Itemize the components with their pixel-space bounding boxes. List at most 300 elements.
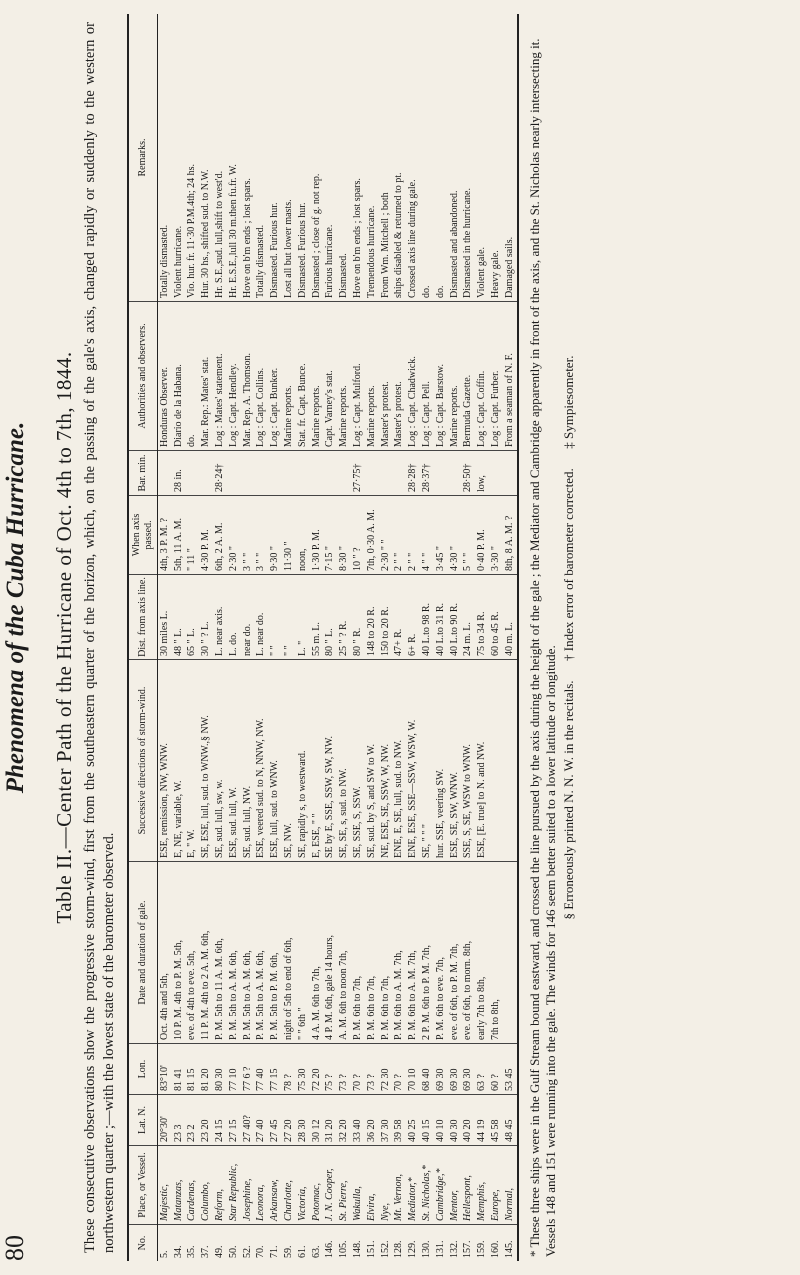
- cell-vessel: Reform,: [213, 1146, 227, 1225]
- cell-no: 160.: [490, 1240, 502, 1258]
- cell-directions: SSE, S, SE, WSW to WNW.: [462, 660, 476, 862]
- cell-barometer: 28·24†: [213, 451, 227, 496]
- cell-lat: 23 3: [172, 1095, 186, 1146]
- cell-vessel: Wakulla,: [351, 1146, 365, 1225]
- cell-date: early 7th to 8th,: [475, 862, 489, 1044]
- cell-distance: 40 L.to 31 R.: [434, 575, 448, 660]
- cell-remarks: Hove on b'm ends ; lost spars.: [241, 14, 255, 302]
- cell-remarks: Totally dismasted.: [255, 14, 269, 302]
- running-title: Phenomena of the Cuba Hurricane.: [2, 421, 29, 794]
- cell-remarks: Dismasted and abandoned.: [448, 14, 462, 302]
- cell-lon: 78 ?: [282, 1044, 296, 1095]
- cell-barometer: 27·75†: [351, 451, 365, 496]
- footnote-marks: [561, 18, 577, 1257]
- cell-date: 4 P. M. 6th, gale 14 hours,: [324, 862, 338, 1044]
- cell-no: 131.: [434, 1240, 446, 1258]
- cell-remarks: Hur. 30 hs., shifted sud. to N.W.: [199, 14, 213, 302]
- cell-distance: L. near axis.: [213, 575, 227, 660]
- cell-distance: 48 " L.: [172, 575, 186, 660]
- cell-date: 11 P. M. 4th to 2 A. M. 6th,: [199, 862, 213, 1044]
- cell-no: 148.: [352, 1240, 364, 1258]
- col-header-authorities: Authorities and observers.: [128, 302, 158, 451]
- table-row: [172, 14, 186, 1261]
- cell-date: night of 5th to end of 6th,: [282, 862, 296, 1044]
- cell-no: 70.: [255, 1245, 267, 1258]
- cell-lon: 69 30: [462, 1044, 476, 1095]
- cell-when: 3 " ": [255, 496, 269, 575]
- cell-remarks: do.: [434, 14, 448, 302]
- cell-authority: Stat. fr. Capt. Bunce.: [296, 302, 310, 451]
- page-number: 80: [0, 1235, 29, 1261]
- cell-directions: SE, sud. by S, and SW to W.: [365, 660, 379, 862]
- footnote-erroneous: § Erroneously printed N. N. W. in the recitals.: [560, 680, 576, 920]
- cell-remarks: Hr. E.S.E.,lull 30 m.then fu.fr. W.: [227, 14, 241, 302]
- cell-lat: 40 30: [448, 1095, 462, 1146]
- cell-no: 130.: [421, 1240, 433, 1258]
- cell-remarks: Dismasted. Furious hur.: [296, 14, 310, 302]
- cell-authority: Honduras Observer.: [158, 302, 172, 451]
- cell-lon: 81 15: [186, 1044, 200, 1095]
- cell-when: 4·30 P. M.: [199, 496, 213, 575]
- cell-distance: 40 L.to 98 R.: [420, 575, 434, 660]
- cell-directions: SE, SE, s, sud. to NW.: [337, 660, 351, 862]
- cell-no: 132.: [448, 1240, 460, 1258]
- cell-date: P. M. 6th to 7th,: [379, 862, 393, 1044]
- cell-lon: 77 10: [227, 1044, 241, 1095]
- cell-no: 34.: [172, 1245, 184, 1258]
- cell-lon: 80 30: [213, 1044, 227, 1095]
- cell-vessel: Arkansaw,: [268, 1146, 282, 1225]
- cell-lon: 63 ?: [475, 1044, 489, 1095]
- cell-when: noon,: [296, 496, 310, 575]
- cell-remarks: From Wm. Mitchell ; both: [379, 14, 393, 302]
- table-row: [351, 14, 365, 1261]
- cell-distance: 24 m. L.: [462, 575, 476, 660]
- table-row: [324, 14, 338, 1261]
- cell-remarks: Vio. hur. fr. 11·30 P.M.4th; 24 hs.: [186, 14, 200, 302]
- cell-directions: SE, sud. lull, sw, w.: [213, 660, 227, 862]
- cell-authority: Log : Capt. Barstow.: [434, 302, 448, 451]
- cell-distance: " ": [268, 575, 282, 660]
- cell-vessel: Matanzas,: [172, 1146, 186, 1225]
- cell-lon: 53 45: [503, 1044, 518, 1095]
- cell-no: 159.: [476, 1240, 488, 1258]
- cell-distance: L. do.: [227, 575, 241, 660]
- table-row: [420, 14, 434, 1261]
- table-row: [296, 14, 310, 1261]
- cell-barometer: 28·28†: [406, 451, 420, 496]
- table-row: [158, 14, 172, 1261]
- cell-authority: Bermuda Gazette.: [462, 302, 476, 451]
- cell-authority: Log : Capt. Chadwick.: [406, 302, 420, 451]
- cell-barometer: 28 in.: [172, 451, 186, 496]
- cell-date: 2 P. M. 6th to P. M. 7th,: [420, 862, 434, 1044]
- col-header-when: When axis passed.: [128, 496, 158, 575]
- cell-vessel: Mt. Vernon,: [393, 1146, 407, 1225]
- cell-lon: 72 30: [379, 1044, 393, 1095]
- cell-barometer: 28·37†: [420, 451, 434, 496]
- cell-distance: L. ": [296, 575, 310, 660]
- cell-vessel: St. Nicholas,*: [420, 1146, 434, 1225]
- cell-no: 152.: [379, 1240, 391, 1258]
- intro-paragraph: These consecutive observations show the progressive storm-wind, first from the southeastern quarter of the horizon, which, on the passing of the gale's axis, changed rapidly or suddenly to the western or northwestern quarter ;—with the lowest state of the barometer observed.: [82, 22, 117, 1253]
- cell-no: 71.: [269, 1245, 281, 1258]
- cell-lat: 33 40: [351, 1095, 365, 1146]
- cell-lon: 77 15: [268, 1044, 282, 1095]
- cell-vessel: Star Republic,: [227, 1146, 241, 1225]
- cell-when: 1·30 P. M.: [310, 496, 324, 575]
- cell-no: 50.: [227, 1245, 239, 1258]
- cell-remarks: Dismasted ; close of g. not rep.: [310, 14, 324, 302]
- cell-vessel: Mediator,*: [406, 1146, 420, 1225]
- cell-barometer: [434, 451, 448, 496]
- cell-remarks: Totally dismasted.: [158, 14, 172, 302]
- cell-remarks: Dismasted. Furious hur.: [268, 14, 282, 302]
- cell-vessel: Memphis,: [475, 1146, 489, 1225]
- cell-distance: 80 " L.: [324, 575, 338, 660]
- col-header-no: No.: [128, 1225, 158, 1262]
- cell-when: 8th, 8 A. M. ?: [503, 496, 518, 575]
- cell-directions: E, " W.: [186, 660, 200, 862]
- cell-distance: 55 m. L.: [310, 575, 324, 660]
- cell-barometer: [337, 451, 351, 496]
- cell-date: P. M. 5th to A. M. 6th,: [227, 862, 241, 1044]
- cell-lon: 60 ?: [489, 1044, 503, 1095]
- cell-vessel: Cambridge,*: [434, 1146, 448, 1225]
- table-row: [489, 14, 503, 1261]
- table-row: [503, 14, 518, 1261]
- cell-authority: Master's protest.: [379, 302, 393, 451]
- cell-lat: 40 25: [406, 1095, 420, 1146]
- cell-date: 10 P. M. 4th to P. M. 5th,: [172, 862, 186, 1044]
- cell-directions: ESE, veered sud. to N, NNW, NW.: [255, 660, 269, 862]
- cell-barometer: [393, 451, 407, 496]
- observations-table: [127, 14, 519, 1261]
- cell-date: P. M. 6th to A. M. 7th,: [393, 862, 407, 1044]
- cell-lat: 27 45: [268, 1095, 282, 1146]
- cell-no: 151.: [365, 1240, 377, 1258]
- table-row: [406, 14, 420, 1261]
- table-row: [475, 14, 489, 1261]
- cell-directions: [489, 660, 503, 862]
- cell-vessel: Victoria,: [296, 1146, 310, 1225]
- cell-lon: 68 40: [420, 1044, 434, 1095]
- cell-lat: 45 58: [489, 1095, 503, 1146]
- cell-barometer: [158, 451, 172, 496]
- cell-directions: SE, NW.: [282, 660, 296, 862]
- cell-directions: SE by E, SSE, SSW, SW, NW.: [324, 660, 338, 862]
- cell-lon: 81 41: [172, 1044, 186, 1095]
- footnote-ships: * These three ships were in the Gulf Stream bound eastward, and crossed the line pursued by the axis during the height of the gale ; the Mediator and Cambridge apparently in front of the axis, and the St. Nicholas nearly intersecting it. Vessels 148 and 151 were running into the gale. The winds for 146 seem better suited to a lower latitude or longitude.: [526, 38, 558, 1257]
- cell-when: 5 " ": [462, 496, 476, 575]
- cell-authority: From a seaman of N. F.: [503, 302, 518, 451]
- table-row: [268, 14, 282, 1261]
- cell-vessel: Normal,: [503, 1146, 518, 1225]
- cell-no: 5.: [158, 1250, 170, 1258]
- running-header: [0, 14, 44, 1261]
- cell-distance: 148 to 20 R.: [365, 575, 379, 660]
- cell-barometer: [186, 451, 200, 496]
- cell-vessel: Elvira,: [365, 1146, 379, 1225]
- table-title: Table II.—Center Path of the Hurricane of Oct. 4th to 7th, 1844.: [52, 351, 76, 924]
- cell-barometer: [227, 451, 241, 496]
- cell-lat: 31 20: [324, 1095, 338, 1146]
- cell-distance: 80 " R.: [351, 575, 365, 660]
- cell-authority: Marine reports.: [337, 302, 351, 451]
- cell-directions: ENE, ESE, SSE—SSW, WSW, W.: [406, 660, 420, 862]
- cell-barometer: [324, 451, 338, 496]
- table-row: [199, 14, 213, 1261]
- cell-remarks: Dismasted in the hurricane.: [462, 14, 476, 302]
- cell-vessel: Majestic,: [158, 1146, 172, 1225]
- cell-date: P. M. 6th to eve. 7th,: [434, 862, 448, 1044]
- cell-distance: 30 miles L.: [158, 575, 172, 660]
- cell-distance: L. near do.: [255, 575, 269, 660]
- cell-distance: 25 " ? R.: [337, 575, 351, 660]
- cell-when: 4th, 3 P. M. ?: [158, 496, 172, 575]
- cell-barometer: [255, 451, 269, 496]
- cell-remarks: Crossed axis line during gale.: [406, 14, 420, 302]
- cell-no: 157.: [462, 1240, 474, 1258]
- cell-distance: 40 m. L.: [503, 575, 518, 660]
- cell-vessel: Europe,: [489, 1146, 503, 1225]
- cell-distance: 6+ R.: [406, 575, 420, 660]
- table-row: [282, 14, 296, 1261]
- cell-directions: SE, sud. lull, NW.: [241, 660, 255, 862]
- cell-lon: 73 ?: [337, 1044, 351, 1095]
- cell-distance: 75 to 34 R.: [475, 575, 489, 660]
- cell-authority: Log : Capt. Mulford.: [351, 302, 365, 451]
- cell-lon: 75 30: [296, 1044, 310, 1095]
- table-row: [448, 14, 462, 1261]
- cell-lat: 27 40: [255, 1095, 269, 1146]
- cell-date: P. M. 6th to A. M. 7th,: [406, 862, 420, 1044]
- footnote-index-error: † Index error of barometer corrected.: [560, 468, 576, 661]
- cell-barometer: [448, 451, 462, 496]
- cell-authority: Master's protest.: [393, 302, 407, 451]
- cell-remarks: ships disabled & returned to pt.: [393, 14, 407, 302]
- cell-date: P. M. 5th to A. M. 6th,: [255, 862, 269, 1044]
- cell-distance: near do.: [241, 575, 255, 660]
- cell-lon: 83°10': [158, 1044, 172, 1095]
- cell-barometer: [241, 451, 255, 496]
- cell-lat: 48 45: [503, 1095, 518, 1146]
- cell-lat: 24 15: [213, 1095, 227, 1146]
- cell-lat: 36 20: [365, 1095, 379, 1146]
- cell-barometer: [268, 451, 282, 496]
- cell-directions: ESE, lull, sud. to WNW.: [268, 660, 282, 862]
- cell-date: eve. of 6th, to P. M. 7th,: [448, 862, 462, 1044]
- cell-lat: 23 20: [199, 1095, 213, 1146]
- table-row: [310, 14, 324, 1261]
- col-header-distance: Dist. from axis line.: [128, 575, 158, 660]
- cell-lon: 70 ?: [393, 1044, 407, 1095]
- cell-date: P. M. 6th to 7th,: [351, 862, 365, 1044]
- cell-lat: 28 30: [296, 1095, 310, 1146]
- table-row: [255, 14, 269, 1261]
- cell-lon: 69 30: [448, 1044, 462, 1095]
- cell-lat: 30 12: [310, 1095, 324, 1146]
- cell-barometer: [489, 451, 503, 496]
- cell-directions: SE, rapidly s, to westward.: [296, 660, 310, 862]
- table-row: [434, 14, 448, 1261]
- cell-when: 3·45 ": [434, 496, 448, 575]
- cell-barometer: [310, 451, 324, 496]
- cell-distance: 47+ R.: [393, 575, 407, 660]
- cell-date: P. M. 5th to 11 A. M. 6th,: [213, 862, 227, 1044]
- cell-lat: 27 15: [227, 1095, 241, 1146]
- cell-authority: Log : Capt. Bunker.: [268, 302, 282, 451]
- cell-no: 49.: [214, 1245, 226, 1258]
- cell-directions: ESE, [E. true] to N. and NW.: [475, 660, 489, 862]
- cell-authority: Marine reports.: [310, 302, 324, 451]
- cell-remarks: Violent gale.: [475, 14, 489, 302]
- cell-when: 10 " ?: [351, 496, 365, 575]
- cell-date: Oct. 4th and 5th,: [158, 862, 172, 1044]
- cell-barometer: [282, 451, 296, 496]
- cell-lon: 69 30: [434, 1044, 448, 1095]
- cell-distance: 40 L.to 90 R.: [448, 575, 462, 660]
- cell-authority: Log : Capt. Collins.: [255, 302, 269, 451]
- col-header-lat: Lat. N.: [128, 1095, 158, 1146]
- cell-distance: " ": [282, 575, 296, 660]
- col-header-remarks: Remarks.: [128, 14, 158, 302]
- cell-date: " " 6th ": [296, 862, 310, 1044]
- cell-date: P. M. 6th to 7th,: [365, 862, 379, 1044]
- cell-no: 52.: [241, 1245, 253, 1258]
- cell-barometer: [365, 451, 379, 496]
- cell-barometer: [503, 451, 518, 496]
- cell-lat: 40 15: [420, 1095, 434, 1146]
- cell-authority: Log : Capt. Coffin.: [475, 302, 489, 451]
- cell-directions: E, NE, variable, W.: [172, 660, 186, 862]
- cell-remarks: Heavy gale.: [489, 14, 503, 302]
- cell-lon: 73 ?: [365, 1044, 379, 1095]
- cell-date: P. M. 5th to P. M. 6th,: [268, 862, 282, 1044]
- cell-barometer: [379, 451, 393, 496]
- cell-vessel: J. N. Cooper,: [324, 1146, 338, 1225]
- cell-directions: NE, ESE, SE, SSW, W, NW.: [379, 660, 393, 862]
- cell-vessel: Leonora,: [255, 1146, 269, 1225]
- cell-date: [503, 862, 518, 1044]
- cell-authority: Mar. Rep.: Mates' stat.: [199, 302, 213, 451]
- cell-date: 4 A. M. 6th to 7th,: [310, 862, 324, 1044]
- cell-lat: 40 10: [434, 1095, 448, 1146]
- cell-when: 5th, 11 A. M.: [172, 496, 186, 575]
- cell-authority: Capt. Varney's stat.: [324, 302, 338, 451]
- cell-vessel: Nye,: [379, 1146, 393, 1225]
- cell-directions: ESE, SE, SW, WNW.: [448, 660, 462, 862]
- cell-when: 7·15 ": [324, 496, 338, 575]
- cell-vessel: Potomac,: [310, 1146, 324, 1225]
- table-header-row: [128, 14, 158, 1261]
- cell-remarks: Dismasted.: [337, 14, 351, 302]
- cell-no: 145.: [503, 1225, 518, 1262]
- cell-when: 4 " ": [420, 496, 434, 575]
- cell-no: 63.: [310, 1245, 322, 1258]
- cell-lat: 39 58: [393, 1095, 407, 1146]
- cell-authority: Log : Capt. Hendley.: [227, 302, 241, 451]
- cell-no: 105.: [338, 1240, 350, 1258]
- cell-vessel: Charlotte,: [282, 1146, 296, 1225]
- cell-vessel: Hellespont,: [462, 1146, 476, 1225]
- cell-authority: Mar. Rep. A. Thomson.: [241, 302, 255, 451]
- cell-lon: 75 ?: [324, 1044, 338, 1095]
- cell-date: A. M. 6th to noon 7th,: [337, 862, 351, 1044]
- cell-no: 128.: [393, 1240, 405, 1258]
- table-row: [227, 14, 241, 1261]
- cell-date: P. M. 5th to A. M. 6th,: [241, 862, 255, 1044]
- cell-directions: hur. SSE, veering SW.: [434, 660, 448, 862]
- cell-no: 59.: [283, 1245, 295, 1258]
- cell-when: 2·30 " ": [379, 496, 393, 575]
- cell-lon: 77 40: [255, 1044, 269, 1095]
- cell-when: 4·30 ": [448, 496, 462, 575]
- table-row: [462, 14, 476, 1261]
- cell-when: 8·30 ": [337, 496, 351, 575]
- cell-lat: 23 2: [186, 1095, 200, 1146]
- cell-lon: 77 6 ?: [241, 1044, 255, 1095]
- cell-lon: 81 20: [199, 1044, 213, 1095]
- cell-authority: do.: [186, 302, 200, 451]
- cell-authority: Log : Capt. Pell.: [420, 302, 434, 451]
- table-row: [213, 14, 227, 1261]
- cell-distance: 60 to 45 R.: [489, 575, 503, 660]
- cell-vessel: Mentor,: [448, 1146, 462, 1225]
- cell-remarks: Lost all but lower masts.: [282, 14, 296, 302]
- cell-no: 37.: [200, 1245, 212, 1258]
- col-header-barometer: Bar. min.: [128, 451, 158, 496]
- cell-when: 3·30 ": [489, 496, 503, 575]
- cell-authority: Log : Capt. Furber.: [489, 302, 503, 451]
- cell-when: 2 " ": [393, 496, 407, 575]
- cell-barometer: 28·50†: [462, 451, 476, 496]
- cell-remarks: Tremendous hurricane.: [365, 14, 379, 302]
- cell-no: 129.: [407, 1240, 419, 1258]
- cell-directions: ESE, sud. lull, W.: [227, 660, 241, 862]
- cell-authority: Diario de la Habana.: [172, 302, 186, 451]
- cell-lon: 70 10: [406, 1044, 420, 1095]
- footnote-sympiesometer: ‡ Sympiesometer.: [560, 355, 576, 449]
- cell-directions: SE, " " ": [420, 660, 434, 862]
- cell-lat: 27 40?: [241, 1095, 255, 1146]
- cell-directions: ENE, E, SE, lull, sud. to NW.: [393, 660, 407, 862]
- cell-lat: 40 20: [462, 1095, 476, 1146]
- cell-distance: 65 " L.: [186, 575, 200, 660]
- col-header-vessel: Place, or Vessel.: [128, 1146, 158, 1225]
- cell-when: 7th, 0·30 A. M.: [365, 496, 379, 575]
- table-row: [337, 14, 351, 1261]
- cell-when: 9·30 ": [268, 496, 282, 575]
- cell-remarks: Hr. S.E.,sud. lull,shift to west'd.: [213, 14, 227, 302]
- cell-remarks: Damaged sails.: [503, 14, 518, 302]
- table-row: [365, 14, 379, 1261]
- cell-when: 2 " ": [406, 496, 420, 575]
- footnotes: [527, 14, 577, 1261]
- cell-when: 0·40 P. M.: [475, 496, 489, 575]
- cell-lat: 37 30: [379, 1095, 393, 1146]
- cell-date: eve. of 4th to eve. 5th,: [186, 862, 200, 1044]
- cell-date: eve. of 6th, to morn. 8th,: [462, 862, 476, 1044]
- cell-date: 7th to 8th,: [489, 862, 503, 1044]
- cell-barometer: [199, 451, 213, 496]
- cell-lon: 70 ?: [351, 1044, 365, 1095]
- cell-directions: ESE, remission, NW, WNW.: [158, 660, 172, 862]
- cell-lat: 32 20: [337, 1095, 351, 1146]
- cell-lat: 44 19: [475, 1095, 489, 1146]
- cell-lat: 27 20: [282, 1095, 296, 1146]
- col-header-lon: Lon.: [128, 1044, 158, 1095]
